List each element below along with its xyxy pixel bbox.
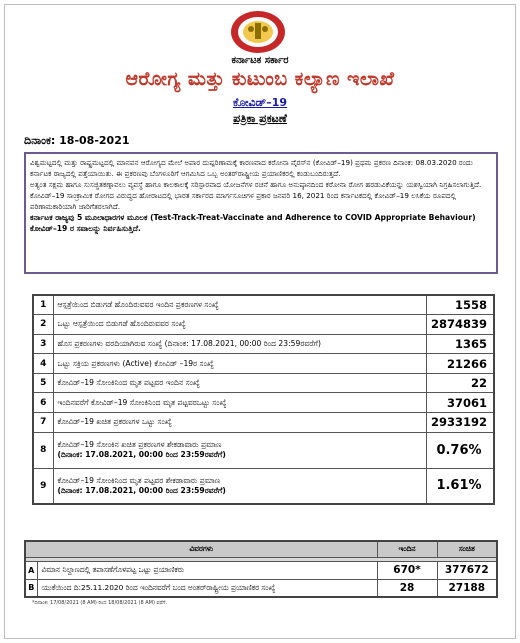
notice-box <box>24 152 498 274</box>
row-value: 2933192 <box>426 413 494 433</box>
row-label <box>53 468 426 504</box>
header-details: ವಿವರಗಳು <box>25 541 377 557</box>
table-row <box>33 413 494 433</box>
row-total: 27188 <box>437 579 497 597</box>
row-letter: A <box>25 561 37 579</box>
row-today: 670* <box>377 561 437 579</box>
row-total: 377672 <box>437 561 497 579</box>
footnote: *ದಿನಾಂಕ: 17/08/2021 (8 AM) ರಿಂದ 18/08/2021 (8 AM) ವರೆಗೆ. <box>32 600 168 606</box>
row-number: 3 <box>33 334 53 354</box>
notice-paragraph-2: ಅತ್ಯಂತ ಸಕ್ಷಮ ಹಾಗೂ ಸುಸಜ್ಜಿತಕಣ್ಗಾವಲು ವ್ಯವಸ್ಥೆ ಹಾಗೂ ಕಾಲಕಾಲಕ್ಕೆ ಸರಿಸ್ಪಾರವಾದ ಯೋಜನೆಗಳ ರಚನೆ ಹಾಗೂ ಅನುಷ್ಠಾನದಿಂದ ಕರೋನಾ ರೋಗ ಹರಡುವಿಕೆಯನ್ನು ಯಶಸ್ವಿಯಾಗಿ ನಿಗ್ರಹಿಸಲಾಗುತ್ತಿದೆ. <box>30 180 482 189</box>
row-label <box>53 432 426 468</box>
row-label: ಯುಕೆಯಿಂದ ದಿ:25.11.2020 ರಿಂದ ಇಂದಿನವರೆಗೆ ಬಂದ ಅಂತರ್‌ರಾಷ್ಟ್ರೀಯ ಪ್ರಯಾಣಿಕರ ಸಂಖ್ಯೆ <box>37 579 377 597</box>
row-label-line-1: ಕೋವಿಡ್–19 ಸೋಂಕಿನಿಂದ ಮೃತ ಪಟ್ಟವರ ಶೇಕಡಾವಾರು ಪ್ರಮಾಣ <box>57 475 221 485</box>
row-value: 1365 <box>426 334 494 354</box>
row-label-line-2: (ದಿನಾಂಕ: 17.08.2021, 00:00 ರಿಂದ 23:59ರವರೆಗೆ) <box>57 485 226 495</box>
row-label: ಹೊಸ ಪ್ರಕರಣಗಳು ವರದಿಯಾಗಿರುವ ಸಂಖ್ಯೆ (ದಿನಾಂಕ: 17.08.2021, 00:00 ರಿಂದ 23:59ರವರೆಗೆ) <box>53 334 426 354</box>
row-value: 21266 <box>426 354 494 374</box>
row-label-line-2: (ದಿನಾಂಕ: 17.08.2021, 00:00 ರಿಂದ 23:59ರವರೆಗೆ) <box>57 450 226 460</box>
stats-table <box>32 294 495 505</box>
row-number: 7 <box>33 413 53 433</box>
row-value: 2874839 <box>426 315 494 335</box>
row-number: 1 <box>33 295 53 315</box>
table-row <box>33 432 494 468</box>
row-value: 1558 <box>426 295 494 315</box>
press-release-title: ಪತ್ರಿಕಾ ಪ್ರಕಟಣೆ <box>233 112 287 125</box>
row-label: ಒಟ್ಟು ಸಕ್ರಿಯ ಪ್ರಕರಣಗಳು (Active) ಕೋವಿಡ್ –19ರ ಸಂಖ್ಯೆ <box>53 354 426 374</box>
table-row <box>25 579 497 597</box>
row-label: ವಿಮಾನ ನಿಲ್ದಾಣದಲ್ಲಿ ತಪಾಸಣೆಗೊಳಪಟ್ಟ ಒಟ್ಟು ಪ್ರಯಾಣಿಕರು <box>37 561 377 579</box>
notice-paragraph-4: ಕರ್ನಾಟಕ ರಾಜ್ಯವು 5 ಮೂಲಾಧಾರಗಳ ಮೂಲಕ (Test-Track-Treat-Vaccinate and Adherence to COVID Appropriate Behaviour) ಕೋವಿಡ್–19 ರ ಸವಾಲನ್ನು ನಿರ್ವಹಿಸುತ್ತಿದೆ. <box>30 213 476 233</box>
notice-paragraph-1: ವಿಶ್ವಮಟ್ಟದಲ್ಲಿ ಮತ್ತು ರಾಷ್ಟ್ರಮಟ್ಟದಲ್ಲಿ ಮಾನವನ ಆರೋಗ್ಯದ ಮೇಲೆ ಅಪಾರ ದುಷ್ಪರಿಣಾಮಕ್ಕೆ ಕಾರಣವಾದ ಕರೋನಾ ವೈರಸ್‌ನ (ಕೋವಿಡ್–19) ಪ್ರಥಮ ಪ್ರಕರಣ ದಿನಾಂಕ: 08.03.2020 ರಂದು ಕರ್ನಾಟಕ ರಾಜ್ಯದಲ್ಲಿ ಪತ್ತೆಯಾಯಿತು. ಈ ಪ್ರಕರಣವು ಬೆಂಗಳೂರಿಗೆ ಆಗಮಿಸಿದ ಒಬ್ಬ ಅಂತರ್‌ರಾಷ್ಟ್ರೀಯ ಪ್ರಯಾಣಿಕರಲ್ಲಿ ಕಂಡುಬಂದಿರುತ್ತದೆ. <box>30 158 473 178</box>
row-label: ಕೋವಿಡ್–19 ಸೋಂಕಿನಿಂದ ಮೃತ ಪಟ್ಟವರ ಇಂದಿನ ಸಂಖ್ಯೆ <box>53 373 426 393</box>
row-number: 9 <box>33 468 53 504</box>
row-label: ಆಸ್ಪತ್ರೆಯಿಂದ ಬಿಡುಗಡೆ ಹೊಂದಿರುವವರ ಇಂದಿನ ಪ್ರಕರಣಗಳ ಸಂಖ್ಯೆ <box>53 295 426 315</box>
karnataka-emblem-icon <box>229 9 287 55</box>
covid-label: ಕೋವಿಡ್–19 <box>232 96 288 109</box>
department-title: ಆರೋಗ್ಯ ಮತ್ತು ಕುಟುಂಬ ಕಲ್ಯಾಣ ಇಲಾಖೆ <box>125 68 395 90</box>
row-number: 2 <box>33 315 53 335</box>
table-row <box>33 334 494 354</box>
government-label: ಕರ್ನಾಟಕ ಸರ್ಕಾರ <box>231 55 289 66</box>
row-value: 0.76% <box>426 432 494 468</box>
table-row <box>25 561 497 579</box>
international-travel-table <box>24 540 498 598</box>
row-label: ಕೋವಿಡ್–19 ಖಚಿತ ಪ್ರಕರಣಗಳ ಒಟ್ಟು ಸಂಖ್ಯೆ <box>53 413 426 433</box>
row-number: 6 <box>33 393 53 413</box>
row-letter: B <box>25 579 37 597</box>
table-row <box>33 354 494 374</box>
notice-paragraph-3: ಕೋವಿಡ್–19 ಸಾಂಕ್ರಾಮಿಕ ರೋಗದ ವಿರುದ್ಧದ ಹೋರಾಟದಲ್ಲಿ ಭಾರತ ಸರ್ಕಾರದ ಮಾರ್ಗಸೂಚಿಗಳ ಪ್ರಕಾರ ಜನವರಿ 16, 2021 ರಿಂದ ಕರ್ನಾಟಕದಲ್ಲಿ ಕೋವಿಡ್–19 ಲಸಿಕೆಯ ರೂಪದಲ್ಲಿ ಪರಿಣಾಮಕಾರಿಯಾಗಿ ಜಾರಿಗೆತರಲಾಗಿದೆ. <box>30 191 457 211</box>
row-value: 37061 <box>426 393 494 413</box>
row-number: 5 <box>33 373 53 393</box>
header-today: ಇಂದಿನ <box>377 541 437 557</box>
table-row <box>33 315 494 335</box>
date-line: ದಿನಾಂಕ: 18-08-2021 <box>24 134 130 147</box>
table-row <box>33 295 494 315</box>
table-header-row <box>25 541 497 557</box>
table-row <box>33 393 494 413</box>
row-label-line-1: ಕೋವಿಡ್–19 ಸೋಂಕಿನ ಖಚಿತ ಪ್ರಕರಣಗಳ ಶೇಕಡಾವಾರು ಪ್ರಮಾಣ <box>57 440 222 450</box>
row-label: ಇಂದಿನವರೆಗೆ ಕೋವಿಡ್–19 ಸೋಂಕಿನಿಂದ ಮೃತ ಪಟ್ಟವರಒಟ್ಟು ಸಂಖ್ಯೆ <box>53 393 426 413</box>
table-row <box>33 468 494 504</box>
table-row <box>33 373 494 393</box>
row-label: ಒಟ್ಟು ಆಸ್ಪತ್ರೆಯಿಂದ ಬಿಡುಗಡೆ ಹೊಂದಿರುವವರ ಸಂಖ್ಯೆ <box>53 315 426 335</box>
row-value: 22 <box>426 373 494 393</box>
row-today: 28 <box>377 579 437 597</box>
row-number: 4 <box>33 354 53 374</box>
row-value: 1.61% <box>426 468 494 504</box>
header-cumulative: ಸಂಚಿತ <box>437 541 497 557</box>
row-number: 8 <box>33 432 53 468</box>
